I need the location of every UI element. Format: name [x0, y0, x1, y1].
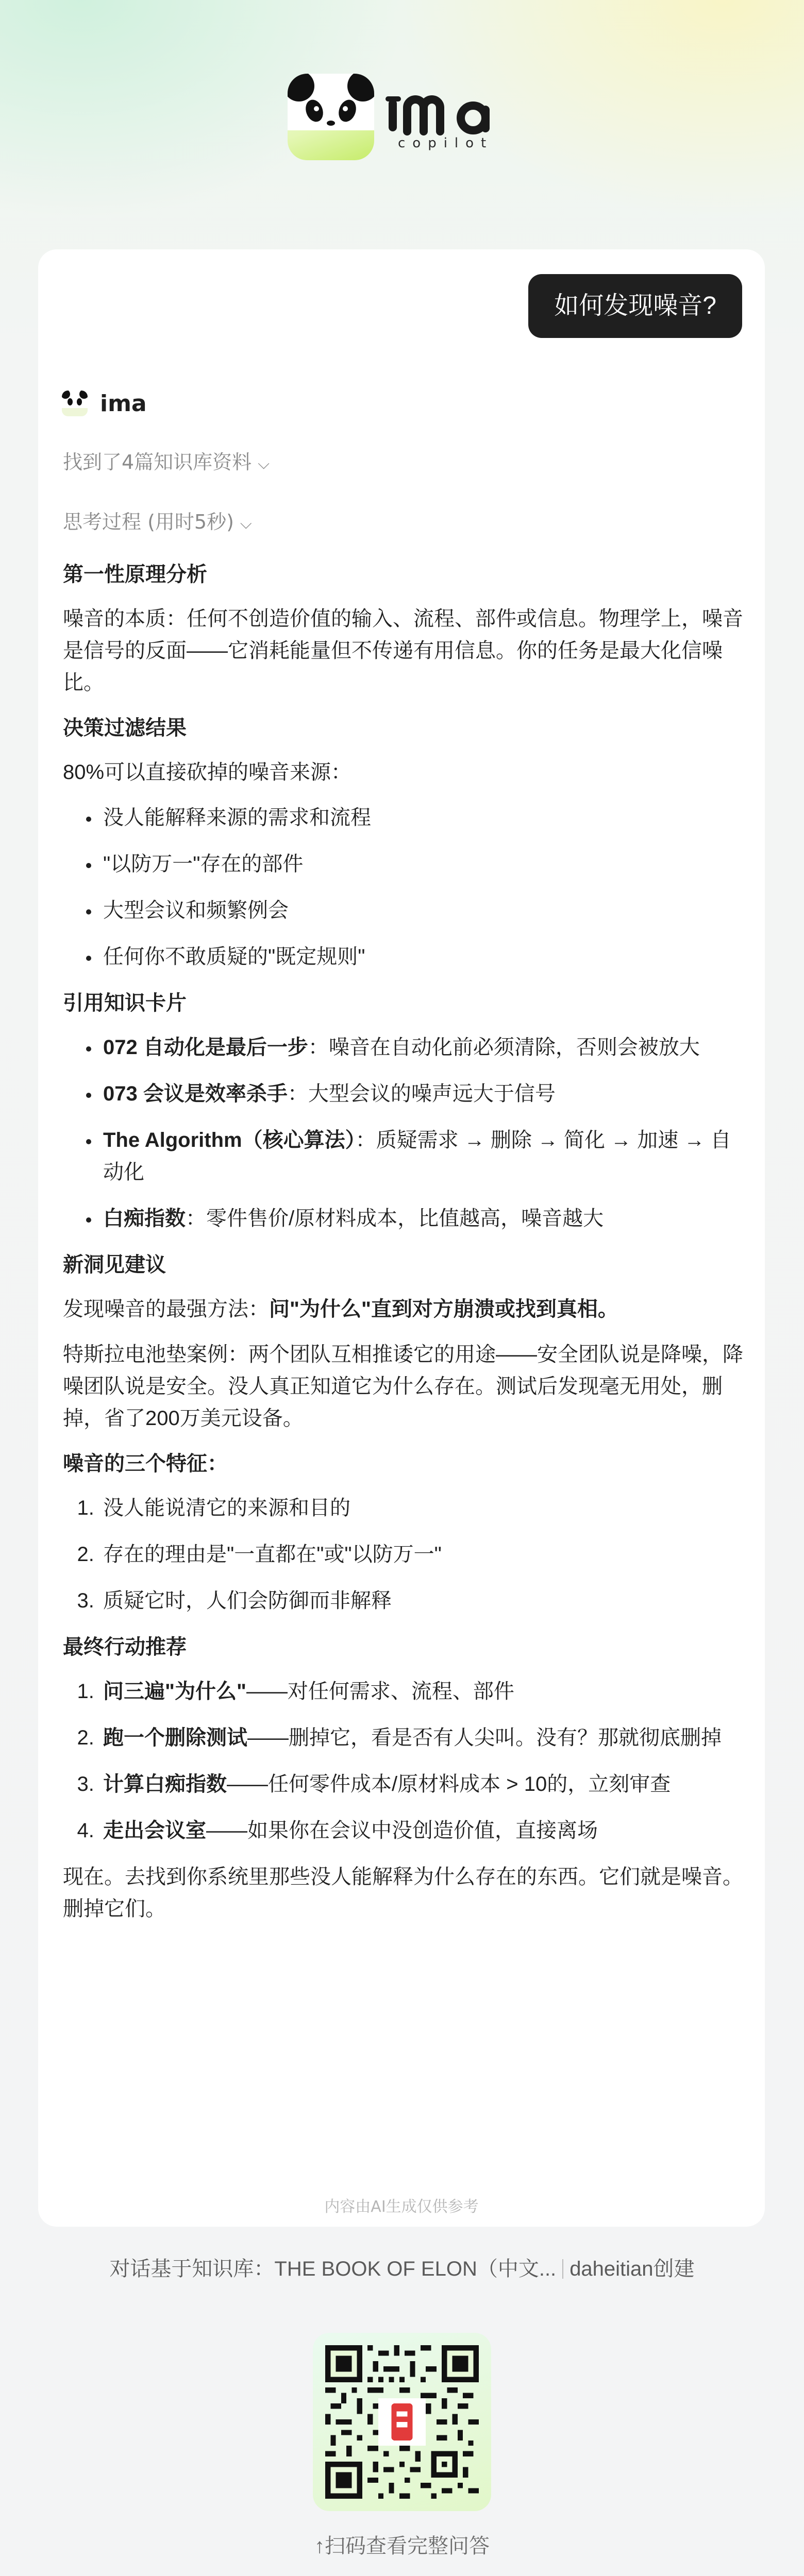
user-question-bubble: 如何发现噪音? — [528, 274, 742, 338]
action-title: 走出会议室 — [103, 1819, 206, 1842]
sources-toggle-label: 找到了4篇知识库资料 — [63, 451, 252, 473]
list-item — [100, 1202, 743, 1234]
card-title: The Algorithm（核心算法） — [103, 1129, 356, 1151]
chevron-down-icon: ⌵ — [240, 515, 252, 533]
thinking-toggle-label: 思考过程 (用时5秒) — [63, 511, 234, 533]
list-item — [100, 1078, 743, 1110]
scan-hint: ↑扫码查看完整问答 — [314, 2535, 490, 2557]
card-text: ：质疑需求 → 删除 → 简化 → 加速 → 自动化 — [103, 1129, 731, 1183]
card-title: 073 会议是效率杀手 — [103, 1082, 288, 1105]
action-title: 跑一个删除测试 — [103, 1726, 247, 1749]
paragraph: 噪音的本质：任何不创造价值的输入、流程、部件或信息。物理学上，噪音是信号的反面——它消耗能量但不传递有用信息。你的任务是最大化信噪比。 — [63, 607, 743, 694]
paragraph: 特斯拉电池垫案例：两个团队互相推诿它的用途——安全团队说是降噪，降噪团队说是安全。没人真正知道它为什么存在。测试后发现毫无用处，删掉，省了200万美元设备。 — [63, 1343, 743, 1430]
list-item: • 没人能解释来源的需求和流程 — [100, 802, 743, 834]
assistant-name: ima — [100, 390, 147, 417]
paragraph: 80%可以直接砍掉的噪音来源： — [63, 761, 352, 784]
action-text: ——任何零件成本/原材料成本 > 10的，立刻审查 — [227, 1773, 671, 1795]
numbered-list — [63, 1492, 743, 1617]
paragraph-lead: 发现噪音的最强方法： — [63, 1298, 269, 1320]
section-heading: 噪音的三个特征： — [63, 1452, 228, 1475]
list-item: 3. 质疑它时，人们会防御而非解释 — [100, 1585, 743, 1617]
action-text: ——删掉它，看是否有人尖叫。没有？那就彻底删掉 — [247, 1726, 722, 1749]
list-item: 1. 没人能说清它的来源和目的 — [100, 1492, 743, 1524]
bullet-list — [63, 802, 743, 973]
list-item: • 大型会议和频繁例会 — [100, 894, 743, 926]
action-title: 问三遍"为什么" — [103, 1680, 246, 1703]
list-item — [100, 1815, 743, 1846]
list-item: 2. 存在的理由是"一直都在"或"以防万一" — [100, 1538, 743, 1570]
ai-disclaimer: 内容由AI生成仅供参考 — [324, 2198, 479, 2216]
paragraph-emphasis: 问"为什么"直到对方崩溃或找到真相。 — [269, 1298, 618, 1320]
section-heading: 决策过滤结果 — [63, 717, 187, 739]
bullet-list — [63, 1031, 743, 1234]
thinking-toggle[interactable] — [63, 506, 252, 534]
list-item — [100, 1675, 743, 1707]
list-item — [100, 1722, 743, 1754]
panda-logo-icon — [288, 74, 374, 160]
list-item: • 任何你不敢质疑的"既定规则" — [100, 941, 743, 973]
card-text: ：零件售价/原材料成本，比值越高，噪音越大 — [186, 1207, 604, 1230]
list-item — [100, 1124, 743, 1188]
assistant-header — [62, 385, 147, 421]
list-item: • "以防万一"存在的部件 — [100, 848, 743, 880]
card-title: 072 自动化是最后一步 — [103, 1036, 308, 1059]
card-title: 白痴指数 — [103, 1207, 186, 1230]
brand-subtitle: copilot — [398, 135, 494, 151]
qr-code-image — [325, 2345, 479, 2499]
header — [0, 70, 804, 162]
numbered-list — [63, 1675, 743, 1846]
section-heading: 新洞见建议 — [63, 1253, 166, 1276]
action-text: ——如果你在会议中没创造价值，直接离场 — [206, 1819, 598, 1842]
ima-wordmark — [386, 81, 520, 143]
answer-body — [63, 558, 743, 1938]
knowledge-base-attribution[interactable] — [0, 2252, 804, 2282]
panda-avatar-icon — [62, 391, 88, 416]
sources-toggle[interactable] — [63, 446, 270, 474]
list-item — [100, 1768, 743, 1800]
divider — [562, 2259, 563, 2279]
creator-label: daheitian创建 — [569, 2258, 695, 2280]
section-heading: 最终行动推荐 — [63, 1636, 187, 1658]
action-title: 计算白痴指数 — [103, 1773, 227, 1795]
chat-card — [38, 249, 765, 2227]
knowledge-base-name: 对话基于知识库：THE BOOK OF ELON（中文... — [109, 2258, 557, 2280]
list-item — [100, 1031, 743, 1063]
paragraph — [63, 1293, 743, 1325]
section-heading: 第一性原理分析 — [63, 563, 207, 586]
card-text: ：大型会议的噪声远大于信号 — [287, 1082, 556, 1105]
card-text: ：噪音在自动化前必须清除，否则会被放大 — [308, 1036, 700, 1059]
section-heading: 引用知识卡片 — [63, 992, 187, 1014]
qr-code — [313, 2333, 491, 2511]
chevron-down-icon: ⌵ — [258, 455, 270, 473]
paragraph: 现在。去找到你系统里那些没人能解释为什么存在的东西。它们就是噪音。删掉它们。 — [63, 1866, 743, 1920]
action-text: ——对任何需求、流程、部件 — [246, 1680, 514, 1703]
